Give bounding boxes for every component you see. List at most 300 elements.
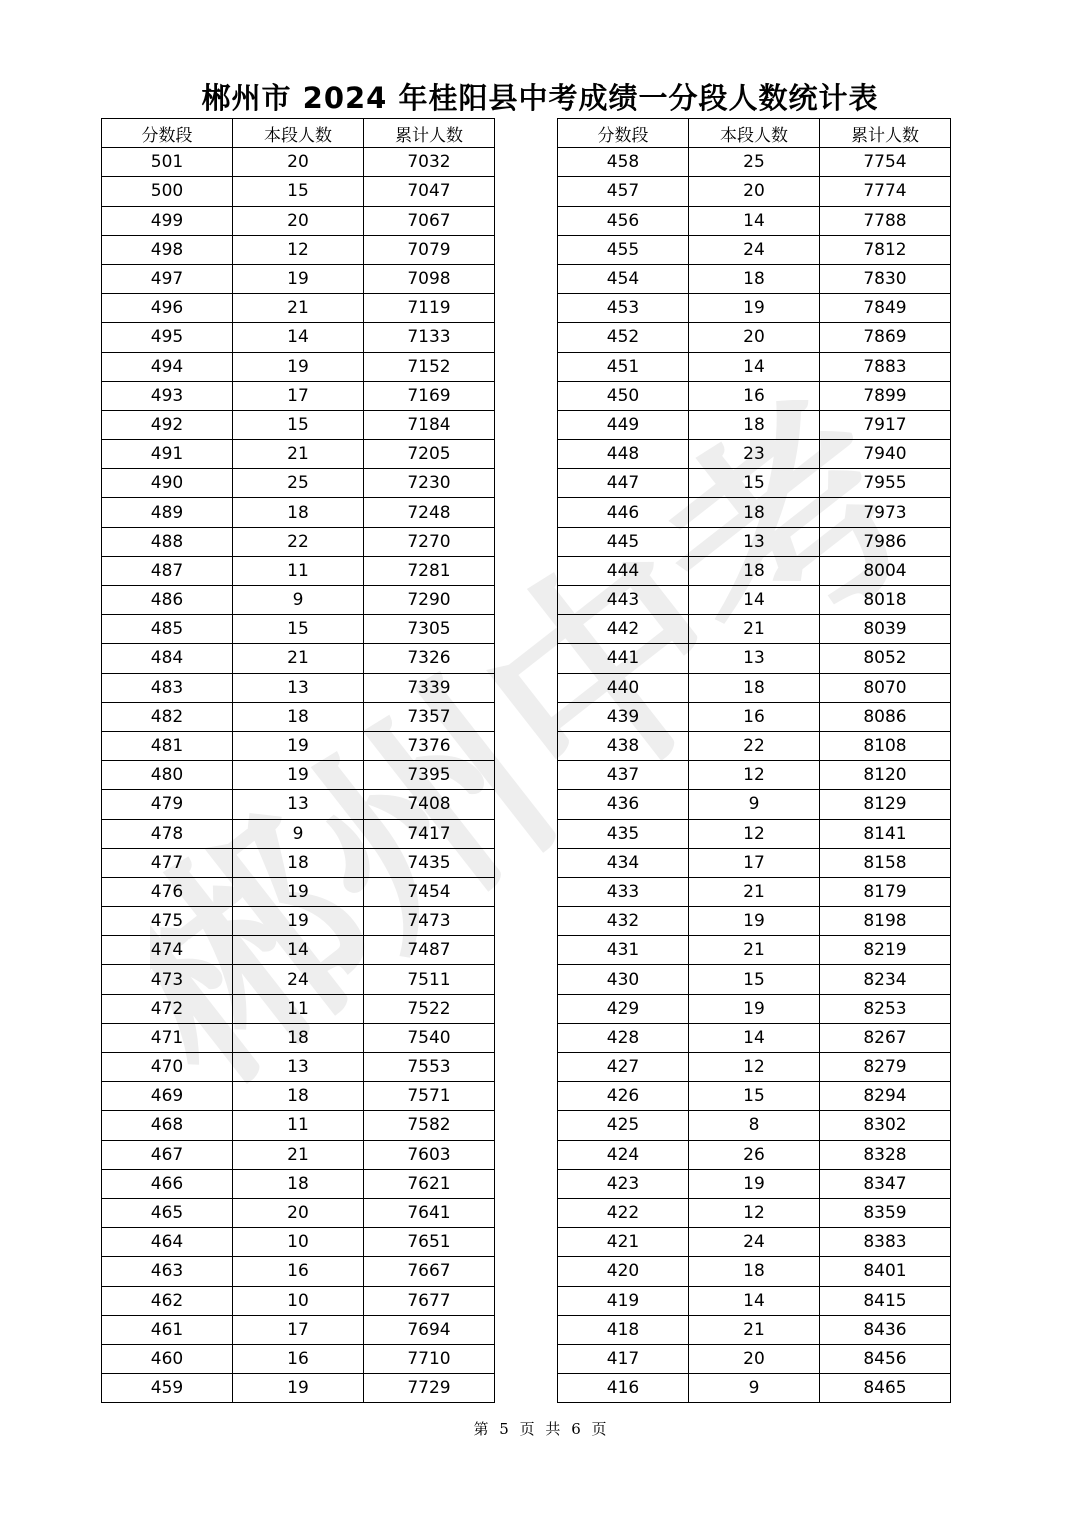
table-row: [558, 206, 951, 235]
count-cell: 19: [233, 1374, 364, 1403]
cumulative-cell: 8401: [820, 1257, 951, 1286]
table-row: [102, 1023, 495, 1052]
score-cell: 458: [558, 148, 689, 177]
table-row: [558, 1111, 951, 1140]
footer-page-word: 页: [519, 1420, 535, 1438]
table-row: [558, 586, 951, 615]
cumulative-cell: 7955: [820, 469, 951, 498]
cumulative-cell: 8253: [820, 994, 951, 1023]
score-cell: 428: [558, 1023, 689, 1052]
column-header-cumulative: 累计人数: [364, 119, 495, 148]
count-cell: 22: [689, 731, 820, 760]
cumulative-cell: 7152: [364, 352, 495, 381]
score-cell: 446: [558, 498, 689, 527]
table-row: [558, 1198, 951, 1227]
count-cell: 21: [689, 1315, 820, 1344]
score-cell: 484: [102, 644, 233, 673]
cumulative-cell: 7357: [364, 702, 495, 731]
table-row: [102, 644, 495, 673]
cumulative-cell: 7079: [364, 235, 495, 264]
cumulative-cell: 8070: [820, 673, 951, 702]
score-cell: 427: [558, 1053, 689, 1082]
cumulative-cell: 7522: [364, 994, 495, 1023]
score-cell: 452: [558, 323, 689, 352]
cumulative-cell: 8302: [820, 1111, 951, 1140]
table-row: [102, 936, 495, 965]
count-cell: 19: [233, 761, 364, 790]
count-cell: 25: [689, 148, 820, 177]
score-cell: 447: [558, 469, 689, 498]
score-cell: 485: [102, 615, 233, 644]
count-cell: 20: [233, 1198, 364, 1227]
cumulative-cell: 7582: [364, 1111, 495, 1140]
table-row: [102, 673, 495, 702]
score-cell: 470: [102, 1053, 233, 1082]
cumulative-cell: 7205: [364, 440, 495, 469]
table-row: [558, 1169, 951, 1198]
table-row: [102, 586, 495, 615]
count-cell: 14: [689, 1286, 820, 1315]
score-cell: 440: [558, 673, 689, 702]
cumulative-cell: 7511: [364, 965, 495, 994]
cumulative-cell: 8120: [820, 761, 951, 790]
cumulative-cell: 7169: [364, 381, 495, 410]
column-header-score: 分数段: [558, 119, 689, 148]
count-cell: 16: [233, 1344, 364, 1373]
score-cell: 435: [558, 819, 689, 848]
table-row: [558, 615, 951, 644]
table-row: [558, 731, 951, 760]
score-cell: 432: [558, 907, 689, 936]
count-cell: 11: [233, 556, 364, 585]
score-cell: 457: [558, 177, 689, 206]
count-cell: 21: [233, 294, 364, 323]
table-row: [102, 1286, 495, 1315]
score-cell: 416: [558, 1374, 689, 1403]
cumulative-cell: 8234: [820, 965, 951, 994]
table-row: [558, 761, 951, 790]
cumulative-cell: 8108: [820, 731, 951, 760]
score-cell: 491: [102, 440, 233, 469]
table-row: [102, 790, 495, 819]
count-cell: 10: [233, 1286, 364, 1315]
count-cell: 15: [233, 410, 364, 439]
cumulative-cell: 8086: [820, 702, 951, 731]
score-cell: 444: [558, 556, 689, 585]
count-cell: 18: [689, 264, 820, 293]
cumulative-cell: 7376: [364, 731, 495, 760]
count-cell: 24: [233, 965, 364, 994]
count-cell: 20: [689, 177, 820, 206]
cumulative-cell: 7830: [820, 264, 951, 293]
score-cell: 497: [102, 264, 233, 293]
score-cell: 431: [558, 936, 689, 965]
cumulative-cell: 7133: [364, 323, 495, 352]
count-cell: 18: [233, 1082, 364, 1111]
table-row: [558, 381, 951, 410]
cumulative-cell: 8456: [820, 1344, 951, 1373]
count-cell: 19: [233, 264, 364, 293]
cumulative-cell: 8198: [820, 907, 951, 936]
score-cell: 426: [558, 1082, 689, 1111]
score-cell: 419: [558, 1286, 689, 1315]
table-row: [102, 498, 495, 527]
count-cell: 19: [689, 994, 820, 1023]
count-cell: 19: [233, 731, 364, 760]
table-row: [558, 498, 951, 527]
cumulative-cell: 7917: [820, 410, 951, 439]
count-cell: 22: [233, 527, 364, 556]
count-cell: 18: [233, 1023, 364, 1052]
score-cell: 477: [102, 848, 233, 877]
count-cell: 9: [689, 1374, 820, 1403]
count-cell: 14: [689, 352, 820, 381]
cumulative-cell: 7621: [364, 1169, 495, 1198]
table-row: [558, 264, 951, 293]
table-row: [102, 381, 495, 410]
table-row: [558, 965, 951, 994]
table-row: [558, 877, 951, 906]
table-row: [558, 148, 951, 177]
table-row: [102, 1053, 495, 1082]
table-row: [102, 615, 495, 644]
cumulative-cell: 7973: [820, 498, 951, 527]
table-row: [558, 907, 951, 936]
column-header-score: 分数段: [102, 119, 233, 148]
count-cell: 24: [689, 1228, 820, 1257]
count-cell: 15: [233, 177, 364, 206]
cumulative-cell: 7710: [364, 1344, 495, 1373]
count-cell: 21: [689, 877, 820, 906]
table-row: [102, 1344, 495, 1373]
count-cell: 16: [233, 1257, 364, 1286]
table-row: [102, 1315, 495, 1344]
cumulative-cell: 7677: [364, 1286, 495, 1315]
table-row: [558, 352, 951, 381]
count-cell: 15: [233, 615, 364, 644]
score-cell: 451: [558, 352, 689, 381]
cumulative-cell: 7754: [820, 148, 951, 177]
count-cell: 14: [233, 936, 364, 965]
cumulative-cell: 7694: [364, 1315, 495, 1344]
table-row: [558, 994, 951, 1023]
count-cell: 18: [689, 410, 820, 439]
score-cell: 475: [102, 907, 233, 936]
cumulative-cell: 8129: [820, 790, 951, 819]
table-row: [102, 877, 495, 906]
cumulative-cell: 8465: [820, 1374, 951, 1403]
table-row: [558, 235, 951, 264]
table-row: [558, 469, 951, 498]
table-row: [558, 1140, 951, 1169]
score-table-right: [557, 118, 951, 1403]
score-cell: 500: [102, 177, 233, 206]
count-cell: 15: [689, 965, 820, 994]
table-row: [102, 556, 495, 585]
cumulative-cell: 8141: [820, 819, 951, 848]
score-cell: 424: [558, 1140, 689, 1169]
score-cell: 473: [102, 965, 233, 994]
cumulative-cell: 7032: [364, 148, 495, 177]
score-cell: 487: [102, 556, 233, 585]
count-cell: 19: [233, 907, 364, 936]
table-row: [558, 1053, 951, 1082]
score-cell: 434: [558, 848, 689, 877]
count-cell: 19: [233, 352, 364, 381]
column-header-count: 本段人数: [689, 119, 820, 148]
table-row: [102, 848, 495, 877]
cumulative-cell: 7641: [364, 1198, 495, 1227]
score-cell: 460: [102, 1344, 233, 1373]
cumulative-cell: 8052: [820, 644, 951, 673]
table-row: [558, 1344, 951, 1373]
score-cell: 501: [102, 148, 233, 177]
count-cell: 11: [233, 994, 364, 1023]
count-cell: 25: [233, 469, 364, 498]
count-cell: 12: [689, 1053, 820, 1082]
score-cell: 462: [102, 1286, 233, 1315]
score-cell: 449: [558, 410, 689, 439]
cumulative-cell: 7339: [364, 673, 495, 702]
count-cell: 8: [689, 1111, 820, 1140]
table-row: [558, 556, 951, 585]
table-row: [102, 1111, 495, 1140]
column-header-count: 本段人数: [233, 119, 364, 148]
table-row: [558, 527, 951, 556]
table-row: [102, 1140, 495, 1169]
table-row: [102, 994, 495, 1023]
count-cell: 21: [689, 615, 820, 644]
count-cell: 10: [233, 1228, 364, 1257]
table-row: [102, 819, 495, 848]
count-cell: 13: [233, 1053, 364, 1082]
table-row: [102, 965, 495, 994]
score-cell: 439: [558, 702, 689, 731]
cumulative-cell: 7788: [820, 206, 951, 235]
table-row: [558, 936, 951, 965]
table-row: [102, 1257, 495, 1286]
score-cell: 456: [558, 206, 689, 235]
cumulative-cell: 8267: [820, 1023, 951, 1052]
score-cell: 453: [558, 294, 689, 323]
score-cell: 418: [558, 1315, 689, 1344]
table-row: [558, 1228, 951, 1257]
cumulative-cell: 8294: [820, 1082, 951, 1111]
count-cell: 14: [689, 1023, 820, 1052]
table-row: [558, 702, 951, 731]
cumulative-cell: 8415: [820, 1286, 951, 1315]
table-row: [102, 469, 495, 498]
table-row: [558, 819, 951, 848]
table-row: [102, 702, 495, 731]
count-cell: 9: [233, 586, 364, 615]
cumulative-cell: 7119: [364, 294, 495, 323]
count-cell: 20: [233, 148, 364, 177]
cumulative-cell: 7290: [364, 586, 495, 615]
score-cell: 496: [102, 294, 233, 323]
count-cell: 20: [689, 1344, 820, 1373]
cumulative-cell: 7774: [820, 177, 951, 206]
score-cell: 445: [558, 527, 689, 556]
score-cell: 467: [102, 1140, 233, 1169]
table-row: [102, 1082, 495, 1111]
score-cell: 480: [102, 761, 233, 790]
score-cell: 422: [558, 1198, 689, 1227]
footer-total-word: 页: [591, 1420, 607, 1438]
score-cell: 465: [102, 1198, 233, 1227]
score-cell: 493: [102, 381, 233, 410]
score-cell: 464: [102, 1228, 233, 1257]
cumulative-cell: 8328: [820, 1140, 951, 1169]
count-cell: 18: [689, 556, 820, 585]
count-cell: 9: [689, 790, 820, 819]
cumulative-cell: 7729: [364, 1374, 495, 1403]
count-cell: 17: [689, 848, 820, 877]
count-cell: 14: [689, 586, 820, 615]
cumulative-cell: 8018: [820, 586, 951, 615]
count-cell: 13: [689, 644, 820, 673]
cumulative-cell: 7651: [364, 1228, 495, 1257]
count-cell: 15: [689, 469, 820, 498]
score-cell: 472: [102, 994, 233, 1023]
table-row: [558, 323, 951, 352]
table-row: [102, 235, 495, 264]
count-cell: 18: [233, 702, 364, 731]
table-row: [102, 527, 495, 556]
cumulative-cell: 7603: [364, 1140, 495, 1169]
score-cell: 421: [558, 1228, 689, 1257]
cumulative-cell: 7883: [820, 352, 951, 381]
cumulative-cell: 8039: [820, 615, 951, 644]
count-cell: 18: [233, 1169, 364, 1198]
score-cell: 490: [102, 469, 233, 498]
table-row: [558, 1374, 951, 1403]
table-row: [102, 177, 495, 206]
table-row: [102, 1198, 495, 1227]
count-cell: 11: [233, 1111, 364, 1140]
table-row: [558, 848, 951, 877]
count-cell: 12: [233, 235, 364, 264]
cumulative-cell: 8179: [820, 877, 951, 906]
count-cell: 23: [689, 440, 820, 469]
table-row: [558, 440, 951, 469]
table-row: [102, 1374, 495, 1403]
score-cell: 478: [102, 819, 233, 848]
score-cell: 486: [102, 586, 233, 615]
cumulative-cell: 7571: [364, 1082, 495, 1111]
score-cell: 420: [558, 1257, 689, 1286]
score-cell: 492: [102, 410, 233, 439]
table-row: [558, 1286, 951, 1315]
cumulative-cell: 7899: [820, 381, 951, 410]
cumulative-cell: 7454: [364, 877, 495, 906]
cumulative-cell: 7248: [364, 498, 495, 527]
page-footer: [0, 1418, 1080, 1439]
count-cell: 14: [689, 206, 820, 235]
footer-page-number: 5: [499, 1420, 509, 1438]
cumulative-cell: 8279: [820, 1053, 951, 1082]
score-cell: 443: [558, 586, 689, 615]
table-row: [102, 323, 495, 352]
cumulative-cell: 7667: [364, 1257, 495, 1286]
score-cell: 466: [102, 1169, 233, 1198]
count-cell: 18: [233, 848, 364, 877]
score-cell: 433: [558, 877, 689, 906]
count-cell: 18: [689, 498, 820, 527]
score-cell: 442: [558, 615, 689, 644]
count-cell: 18: [689, 673, 820, 702]
count-cell: 18: [689, 1257, 820, 1286]
footer-prefix: 第: [473, 1420, 489, 1438]
cumulative-cell: 8347: [820, 1169, 951, 1198]
score-cell: 474: [102, 936, 233, 965]
table-row: [558, 644, 951, 673]
count-cell: 19: [689, 294, 820, 323]
count-cell: 26: [689, 1140, 820, 1169]
table-row: [102, 761, 495, 790]
count-cell: 12: [689, 1198, 820, 1227]
count-cell: 17: [233, 1315, 364, 1344]
footer-total-pages: 6: [571, 1420, 581, 1438]
cumulative-cell: 7849: [820, 294, 951, 323]
table-row: [558, 1315, 951, 1344]
score-cell: 479: [102, 790, 233, 819]
cumulative-cell: 7812: [820, 235, 951, 264]
score-cell: 430: [558, 965, 689, 994]
table-row: [102, 1228, 495, 1257]
cumulative-cell: 7417: [364, 819, 495, 848]
score-cell: 454: [558, 264, 689, 293]
count-cell: 13: [233, 673, 364, 702]
cumulative-cell: 7067: [364, 206, 495, 235]
cumulative-cell: 8359: [820, 1198, 951, 1227]
score-cell: 495: [102, 323, 233, 352]
score-cell: 471: [102, 1023, 233, 1052]
cumulative-cell: 7281: [364, 556, 495, 585]
score-cell: 481: [102, 731, 233, 760]
score-cell: 455: [558, 235, 689, 264]
cumulative-cell: 7098: [364, 264, 495, 293]
table-row: [558, 1082, 951, 1111]
score-cell: 459: [102, 1374, 233, 1403]
score-cell: 425: [558, 1111, 689, 1140]
count-cell: 9: [233, 819, 364, 848]
column-header-cumulative: 累计人数: [820, 119, 951, 148]
score-cell: 429: [558, 994, 689, 1023]
table-row: [558, 410, 951, 439]
count-cell: 18: [233, 498, 364, 527]
score-cell: 488: [102, 527, 233, 556]
table-row: [102, 410, 495, 439]
page-title: 郴州市 2024 年桂阳县中考成绩一分段人数统计表: [201, 81, 879, 115]
table-row: [102, 264, 495, 293]
cumulative-cell: 7305: [364, 615, 495, 644]
count-cell: 12: [689, 761, 820, 790]
cumulative-cell: 7986: [820, 527, 951, 556]
table-row: [558, 790, 951, 819]
score-cell: 437: [558, 761, 689, 790]
cumulative-cell: 7540: [364, 1023, 495, 1052]
count-cell: 21: [233, 644, 364, 673]
table-row: [102, 1169, 495, 1198]
cumulative-cell: 8004: [820, 556, 951, 585]
count-cell: 19: [689, 907, 820, 936]
count-cell: 21: [233, 440, 364, 469]
table-row: [558, 1257, 951, 1286]
count-cell: 15: [689, 1082, 820, 1111]
score-cell: 489: [102, 498, 233, 527]
count-cell: 16: [689, 702, 820, 731]
